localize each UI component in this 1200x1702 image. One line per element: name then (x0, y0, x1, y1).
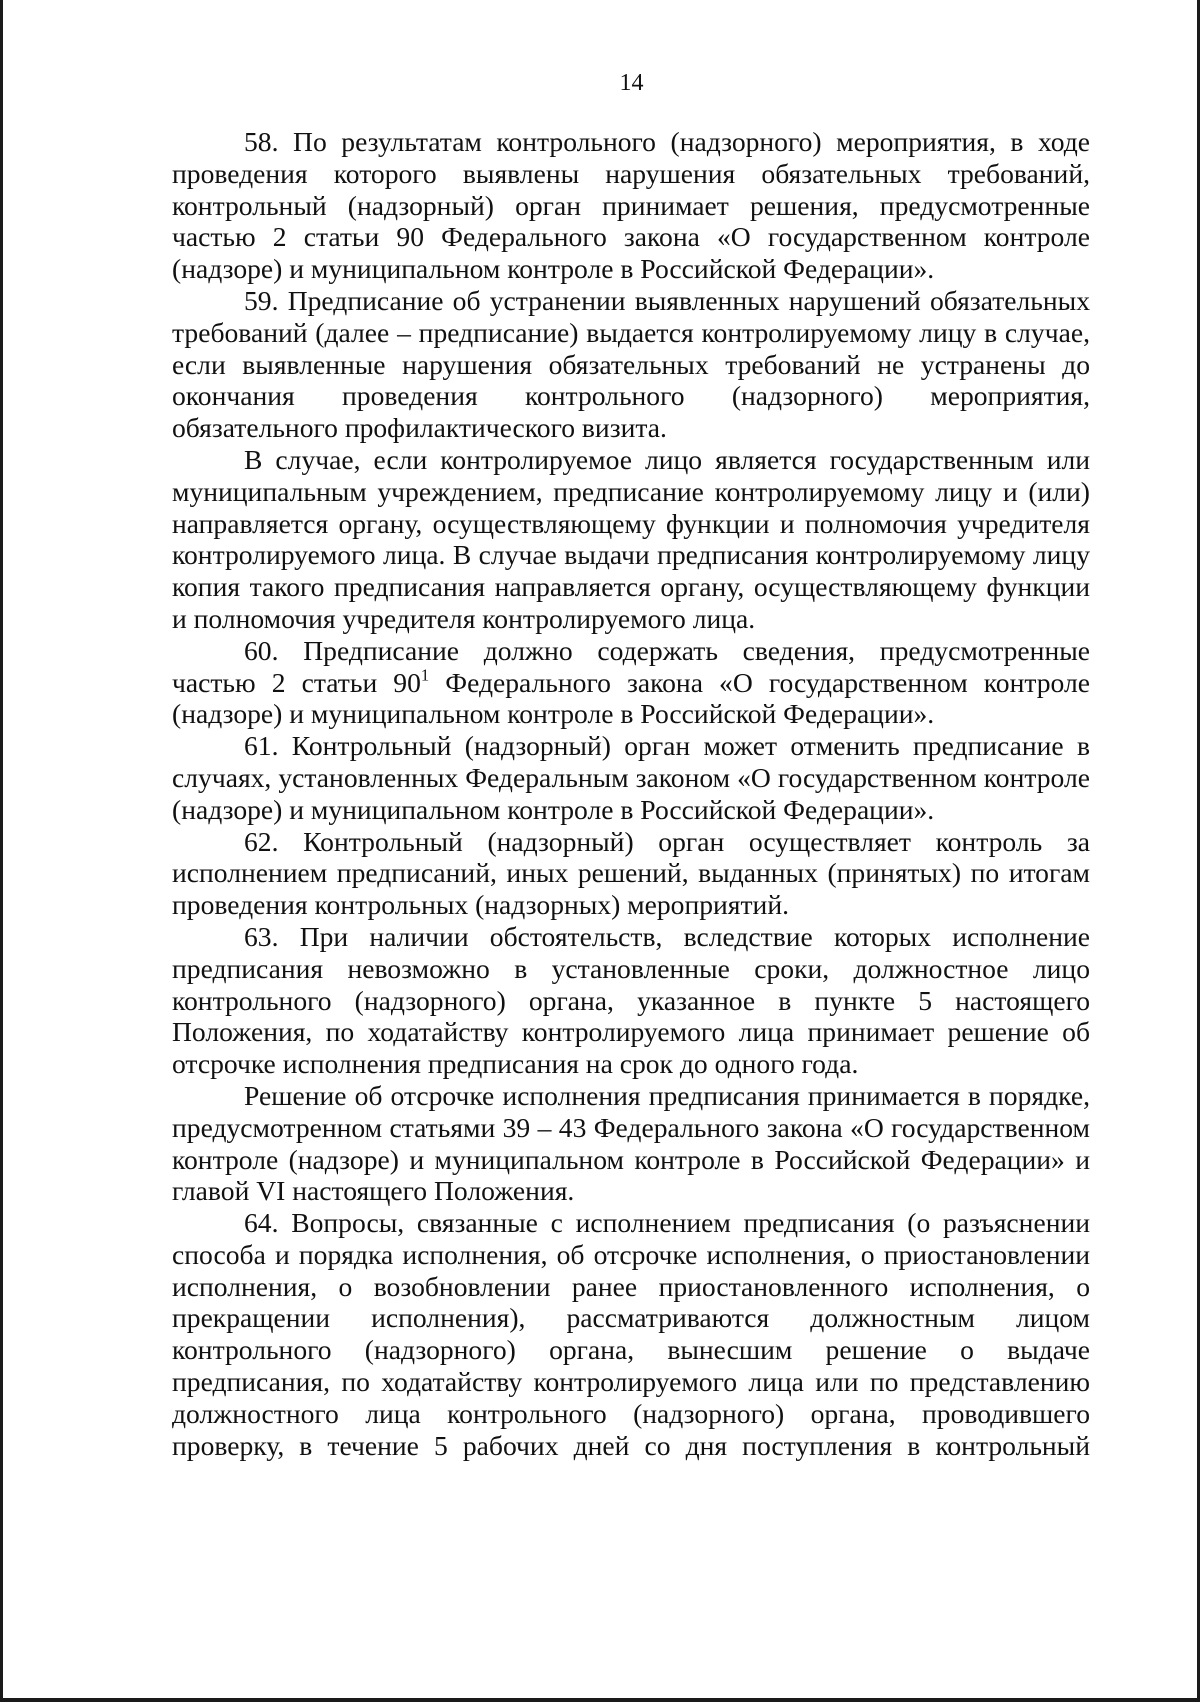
scan-edge-bottom (0, 1698, 1200, 1702)
paragraph-59-continuation: В случае, если контролируемое лицо является государственным или муниципальным учреждением, предписание контролируемому лицу и (или) направляется органу, осуществляющему функции и полномочия учредителя контролируемого лица. В случае выдачи предписания контролируемому лицу копия такого предписания направляется органу, осуществляющему функции и полномочия учредителя контролируемого лица. (172, 443, 1090, 634)
document-body (172, 126, 1090, 1461)
paragraph-60-text-start: 60. Предписание должно содержать сведения, предусмотренные частью 2 статьи 90 (172, 634, 1090, 698)
paragraph-62: 62. Контрольный (надзорный) орган осуществляет контроль за исполнением предписаний, иных решений, выданных (принятых) по итогам проведения контрольных (надзорных) мероприятий. (172, 825, 1090, 921)
page-number: 14 (619, 70, 644, 96)
paragraph-61: 61. Контрольный (надзорный) орган может отменить предписание в случаях, установленных Федеральным законом «О государственном контроле (надзоре) и муниципальном контроле в Российской Федерации». (172, 730, 1090, 825)
paragraph-64: 64. Вопросы, связанные с исполнением предписания (о разъяснении способа и порядка исполнения, об отсрочке исполнения, о приостановлении исполнения, о возобновлении ранее приостановленного исполнения, о прекращении исполнения), рассматриваются должностным лицом контрольного (надзорного) органа, вынесшим решение о выдаче предписания, по ходатайству контролируемого лица или по представлению должностного лица контрольного (надзорного) органа, проводившего проверку, в течение 5 рабочих дней со дня поступления в контрольный (172, 1207, 1090, 1461)
paragraph-60 (172, 635, 1090, 730)
paragraph-63-continuation: Решение об отсрочке исполнения предписания принимается в порядке, предусмотренном статьями 39 – 43 Федерального закона «О государственном контроле (надзоре) и муниципальном контроле в Российской Федерации» и главой VI настоящего Положения. (172, 1079, 1090, 1207)
paragraph-63: 63. При наличии обстоятельств, вследствие которых исполнение предписания невозможно в установленные сроки, должностное лицо контрольного (надзорного) органа, указанное в пункте 5 настоящего Положения, по ходатайству контролируемого лица принимает решение об отсрочке исполнения предписания на срок до одного года. (172, 920, 1090, 1080)
scan-edge-left (0, 0, 3, 1702)
paragraph-58: 58. По результатам контрольного (надзорного) мероприятия, в ходе проведения которого выявлены нарушения обязательных требований, контрольный (надзорный) орган принимает решения, предусмотренные частью 2 статьи 90 Федерального закона «О государственном контроле (надзоре) и муниципальном контроле в Российской Федерации». (172, 126, 1090, 285)
article-superscript: 1 (420, 664, 430, 684)
paragraph-60-text-end: Федерального закона «О государственном контроле (надзоре) и муниципальном контроле в Российской Федерации». (172, 666, 1090, 730)
paragraph-59: 59. Предписание об устранении выявленных нарушений обязательных требований (далее – предписание) выдается контролируемому лицу в случае, если выявленные нарушения обязательных требований не устранены до окончания проведения контрольного (надзорного) мероприятия, обязательного профилактического визита. (172, 284, 1090, 444)
